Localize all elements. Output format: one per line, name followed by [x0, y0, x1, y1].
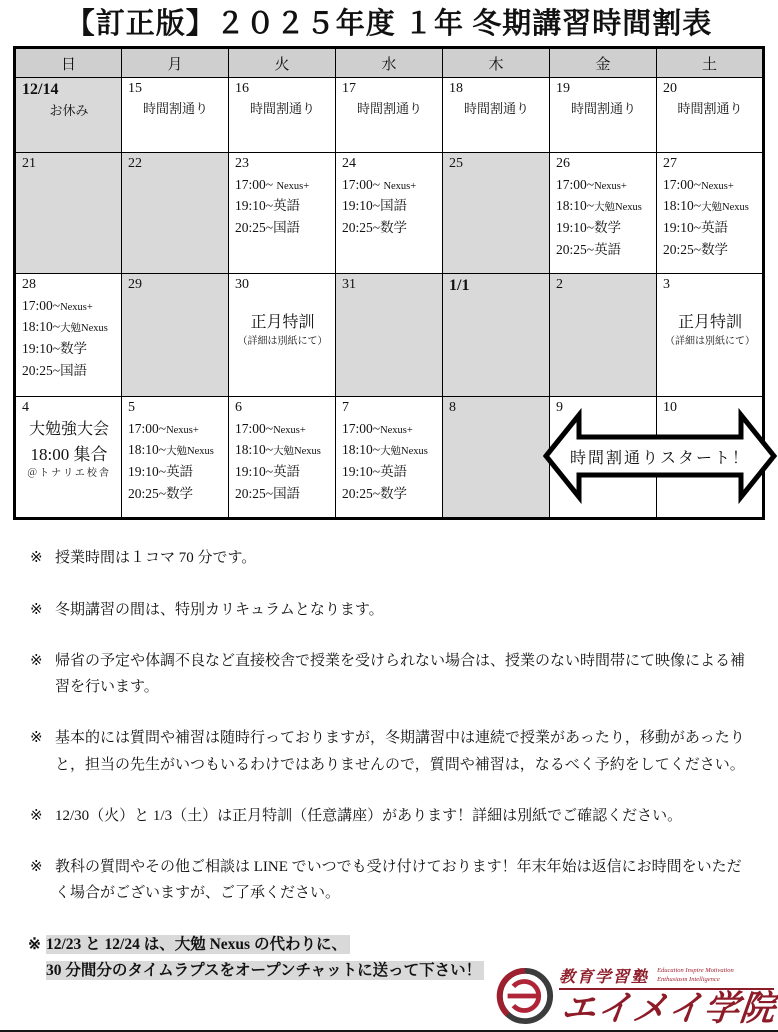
schedule-line: [235, 418, 330, 440]
schedule-line: [235, 439, 330, 461]
calendar-cell: [336, 274, 443, 397]
day-header: 日: [15, 48, 122, 78]
subject-label: 大勉Nexus: [166, 446, 214, 458]
schedule-line: [342, 439, 437, 461]
calendar-cell: [443, 153, 550, 274]
subject-label: 国語: [60, 363, 88, 379]
calendar-cell: [550, 153, 657, 274]
subject-label: 英語: [380, 464, 408, 480]
event-label: 時間割通り: [356, 100, 422, 116]
subject-label: Nexus+: [273, 424, 306, 436]
schedule-line: [235, 174, 330, 196]
logo-motto-line1: Education Inspire Motivation: [657, 967, 734, 975]
calendar-cell: [657, 153, 764, 274]
reference-mark: ※: [30, 601, 43, 618]
subject-label: 国語: [273, 220, 301, 236]
calendar-cell: [443, 78, 550, 153]
note-line: 授業時間は１コマ 70 分です。: [55, 550, 257, 567]
subject-label: Nexus+: [383, 180, 417, 192]
time-label: 19:10~: [235, 198, 274, 214]
date-label: 16: [235, 81, 249, 97]
logo-school-name: エイメイ学院: [559, 989, 778, 1029]
schedule-start-banner: [543, 406, 777, 506]
time-label: 20:25~: [235, 220, 274, 236]
time-label: 17:00~: [22, 297, 61, 313]
time-label: 20:25~: [556, 242, 595, 258]
subject-label: 大勉Nexus: [273, 446, 321, 458]
subject-label: Nexus+: [594, 180, 627, 192]
date-label: 5: [128, 400, 135, 416]
date-label: 23: [235, 156, 249, 172]
calendar-cell: [550, 78, 657, 153]
schedule-line: [663, 217, 757, 239]
calendar-cell: [122, 274, 229, 397]
date-label: 30: [235, 277, 249, 293]
time-label: 20:25~: [235, 486, 274, 502]
schedule-line: [235, 483, 330, 505]
date-label: 19: [556, 81, 570, 97]
calendar-cell: [550, 274, 657, 397]
time-label: 19:10~: [342, 198, 381, 214]
reference-mark: ※: [30, 807, 43, 824]
date-label: 21: [22, 156, 36, 172]
note-line: 冬期講習の間は、特別カリキュラムとなります。: [55, 601, 384, 618]
time-label: 18:10~: [556, 198, 595, 214]
date-label: 3: [663, 277, 670, 293]
time-label: 18:10~: [128, 442, 167, 458]
time-label: 18:10~: [235, 442, 274, 458]
date-label: 27: [663, 156, 677, 172]
note: [30, 725, 758, 778]
day-header: 木: [443, 48, 550, 78]
page-title: 【訂正版】２０２５年度 １年 冬期講習時間割表: [65, 8, 713, 40]
note-line: 12/23 と 12/24 は、大勉 Nexus の代わりに、: [46, 932, 484, 958]
time-label: 20:25~: [342, 486, 381, 502]
time-label: 17:00~: [235, 176, 277, 192]
subject-label: 数学: [166, 486, 194, 502]
day-header: 水: [336, 48, 443, 78]
subject-label: 数学: [380, 486, 408, 502]
schedule-line: [342, 418, 437, 440]
calendar-cell: [336, 397, 443, 519]
subject-label: 国語: [273, 486, 301, 502]
event-label: 正月特訓: [250, 313, 315, 331]
logo-top-row: [559, 964, 774, 990]
note: [30, 648, 758, 701]
event-label: 時間割通り: [677, 100, 743, 116]
subject-label: 大勉Nexus: [594, 202, 642, 214]
schedule-line: [342, 461, 437, 483]
schedule-line: [556, 239, 651, 261]
calendar-cell: [657, 78, 764, 153]
day-header: 金: [550, 48, 657, 78]
subject-label: 国語: [380, 198, 408, 214]
calendar-cell: [122, 78, 229, 153]
subject-label: 数学: [701, 242, 729, 258]
date-label: 17: [342, 81, 356, 97]
date-label: 29: [128, 277, 142, 293]
time-label: 17:00~: [556, 176, 595, 192]
subject-label: 英語: [273, 464, 301, 480]
note-text: [55, 597, 384, 623]
calendar-week-row: [15, 78, 764, 153]
schedule-line: [22, 360, 116, 382]
date-label: 22: [128, 156, 142, 172]
calendar: [13, 46, 765, 520]
subject-label: Nexus+: [701, 180, 734, 192]
note: [30, 545, 758, 571]
date-label: 7: [342, 400, 349, 416]
subject-label: 英語: [273, 198, 301, 214]
date-label: 12/14: [22, 81, 59, 99]
time-label: 18:10~: [22, 319, 61, 335]
note-line: 基本的には質問や補習は随時行っておりますが，冬期講習中は連続で授業があったり，移動があったりと，担当の先生がいつもいるわけではありませんので，質問や補習は，なるべく予約をしてください。: [55, 730, 745, 773]
time-label: 18:10~: [342, 442, 381, 458]
schedule-line: [128, 483, 223, 505]
event-label: 18:00 集合: [30, 444, 108, 464]
date-label: 4: [22, 400, 29, 416]
note-text: [55, 803, 682, 829]
calendar-week-row: [15, 274, 764, 397]
event-label: お休み: [49, 103, 89, 119]
reference-mark: ※: [28, 935, 41, 953]
logo-tagline: 教育学習塾: [559, 969, 650, 987]
reference-mark: ※: [30, 730, 43, 747]
schedule-line: [556, 195, 651, 217]
schedule-line: [235, 195, 330, 217]
schedule-line: [342, 174, 437, 196]
schedule-line: [22, 295, 116, 317]
schedule-line: [235, 217, 330, 239]
calendar-cell: [229, 274, 336, 397]
time-label: 19:10~: [342, 464, 381, 480]
time-label: 19:10~: [128, 464, 167, 480]
date-label: 25: [449, 156, 463, 172]
schedule-line: [663, 174, 757, 196]
date-label: 2: [556, 277, 563, 293]
logo-motto-line2: Enthusiasm Intelligence: [657, 975, 720, 983]
event-label: ＠トナリエ校舎: [27, 468, 111, 480]
calendar-cell: [443, 397, 550, 519]
calendar-cell: [122, 397, 229, 519]
calendar-cell: [443, 274, 550, 397]
day-header: 土: [657, 48, 764, 78]
schedule-line: [128, 439, 223, 461]
subject-label: Nexus+: [276, 180, 310, 192]
time-label: 19:10~: [663, 220, 702, 236]
subject-label: 数学: [60, 341, 88, 357]
schedule-line: [556, 174, 651, 196]
time-label: 20:25~: [342, 220, 381, 236]
time-label: 19:10~: [556, 220, 595, 236]
event-label: 大勉強大会: [28, 420, 109, 438]
subject-label: Nexus+: [60, 301, 93, 313]
date-label: 9: [556, 400, 563, 416]
time-label: 19:10~: [22, 341, 61, 357]
subject-label: 大勉Nexus: [60, 323, 108, 335]
subject-label: Nexus+: [380, 424, 413, 436]
calendar-cell: [15, 274, 122, 397]
date-label: 15: [128, 81, 142, 97]
note-line: 教科の質問やその他ご相談は LINE でいつでも受け付けております！年末年始は返信にお時間をいただく場合がございますが、ご了承ください。: [55, 859, 742, 902]
calendar-cell: [15, 153, 122, 274]
date-label: 6: [235, 400, 242, 416]
eimei-emblem-icon: [496, 967, 554, 1025]
time-label: 17:00~: [128, 420, 167, 436]
calendar-cell: [15, 78, 122, 153]
day-header: 火: [229, 48, 336, 78]
logo-motto: [657, 964, 734, 984]
calendar-cell: [229, 397, 336, 519]
time-label: 20:25~: [22, 363, 61, 379]
date-label: 28: [22, 277, 36, 293]
event-label: 正月特訓: [677, 313, 742, 331]
school-logo: [496, 964, 778, 1029]
note: [30, 854, 758, 907]
subject-label: 数学: [594, 220, 622, 236]
time-label: 18:10~: [663, 198, 702, 214]
note-text: [55, 545, 256, 571]
calendar-cell: [122, 153, 229, 274]
subject-label: 英語: [166, 464, 194, 480]
schedule-line: [342, 483, 437, 505]
reference-mark: ※: [30, 652, 43, 669]
subject-label: 大勉Nexus: [701, 202, 749, 214]
subject-label: 数学: [380, 220, 408, 236]
schedule-line: [235, 461, 330, 483]
note-text: [55, 648, 747, 701]
time-label: 17:00~: [342, 420, 381, 436]
reference-mark: ※: [30, 859, 43, 876]
schedule-line: [663, 195, 757, 217]
date-label: 26: [556, 156, 570, 172]
day-header: 月: [122, 48, 229, 78]
subject-label: Nexus+: [166, 424, 199, 436]
schedule-line: [128, 418, 223, 440]
calendar-cell: [336, 153, 443, 274]
calendar-cell: [229, 78, 336, 153]
date-label: 10: [663, 400, 677, 416]
event-label: （詳細は別紙にて）: [665, 335, 755, 347]
calendar-cell: [657, 274, 764, 397]
schedule-line: [342, 195, 437, 217]
note-text: [46, 932, 484, 985]
calendar-cell: [15, 397, 122, 519]
event-label: 時間割通り: [570, 100, 636, 116]
date-label: 24: [342, 156, 356, 172]
time-label: 20:25~: [663, 242, 702, 258]
schedule-line: [22, 338, 116, 360]
event-label: 時間割通り: [463, 100, 529, 116]
subject-label: 英語: [701, 220, 729, 236]
calendar-header-row: [15, 48, 764, 78]
time-label: 17:00~: [663, 176, 702, 192]
schedule-line: [128, 461, 223, 483]
time-label: 20:25~: [128, 486, 167, 502]
schedule-line: [22, 316, 116, 338]
time-label: 17:00~: [342, 176, 384, 192]
note-line: 帰省の予定や体調不良など直接校舎で授業を受けられない場合は、授業のない時間帯にて映像による補習を行います。: [55, 652, 746, 696]
schedule-start-label: 時間割通りスタート！: [569, 449, 750, 467]
event-label: （詳細は別紙にて）: [237, 335, 328, 347]
date-label: 8: [449, 400, 456, 416]
subject-label: 大勉Nexus: [380, 446, 428, 458]
notes: [30, 545, 758, 984]
schedule-line: [663, 239, 757, 261]
note-line: 12/30（火）と 1/3（土）は正月特訓（任意講座）があります！詳細は別紙でご確認ください。: [55, 807, 683, 824]
note-text: [55, 725, 747, 778]
note-text: [55, 854, 747, 907]
date-label: 18: [449, 81, 463, 97]
event-label: 時間割通り: [249, 100, 315, 116]
event-label: 時間割通り: [142, 100, 208, 116]
note: [30, 597, 758, 623]
reference-mark: ※: [30, 550, 43, 567]
time-label: 17:00~: [235, 420, 274, 436]
time-label: 19:10~: [235, 464, 274, 480]
logo-text: [559, 964, 778, 1029]
date-label: 1/1: [449, 277, 470, 295]
schedule-line: [556, 217, 651, 239]
calendar-cell: [229, 153, 336, 274]
calendar-week-row: [15, 153, 764, 274]
date-label: 20: [663, 81, 677, 97]
note-line: 30 分間分のタイムラプスをオープンチャットに送って下さい！: [46, 958, 484, 984]
date-label: 31: [342, 277, 356, 293]
note: [30, 803, 758, 829]
calendar-cell: [336, 78, 443, 153]
schedule-line: [342, 217, 437, 239]
subject-label: 英語: [594, 242, 622, 258]
